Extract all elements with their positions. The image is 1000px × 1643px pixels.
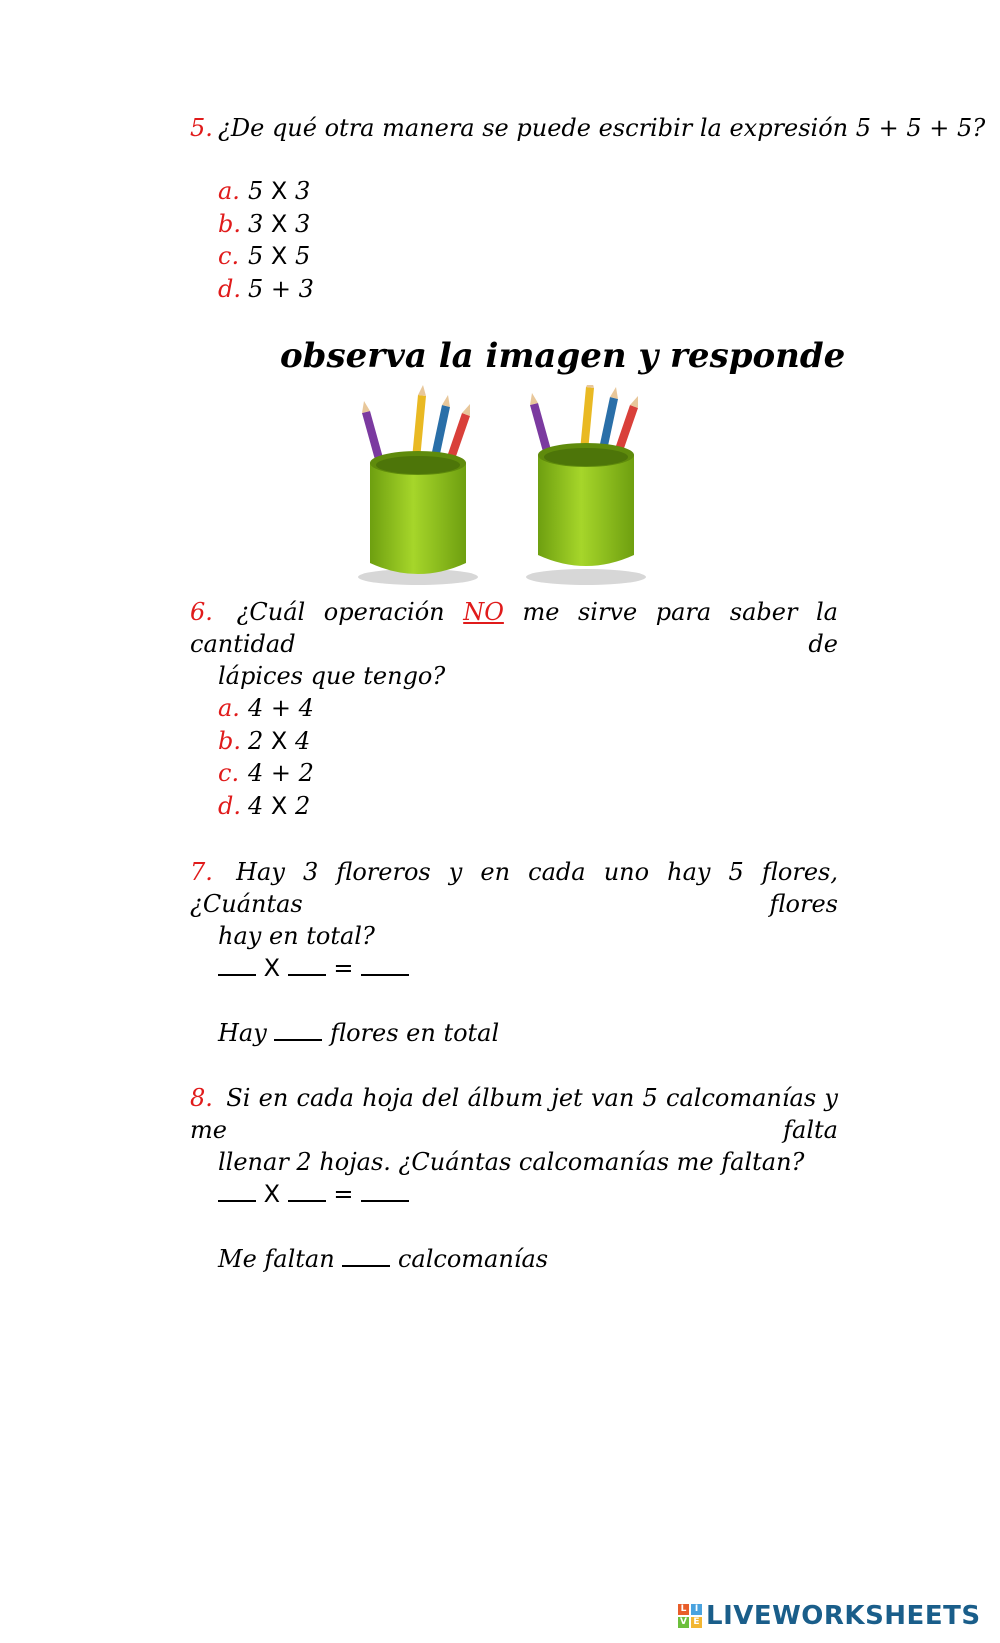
liveworksheets-logo[interactable] — [678, 1598, 981, 1634]
blank-product[interactable] — [361, 952, 409, 976]
question-text-line1 — [190, 596, 838, 660]
question-text-line1 — [190, 1082, 838, 1146]
blank-factor-2[interactable] — [288, 1178, 326, 1202]
times-sign: X — [263, 954, 281, 982]
question-text-part: Hay 3 floreros y en cada uno hay 5 flores, ¿Cuántas flores — [190, 858, 838, 918]
section-heading: observa la imagen y responde — [280, 336, 846, 376]
operand: 4 — [248, 694, 264, 722]
option-c[interactable] — [218, 240, 314, 273]
option-letter: b. — [218, 209, 241, 238]
operand: 2 — [295, 791, 311, 820]
answer-text: Me faltan — [218, 1245, 335, 1273]
operand: 3 — [295, 177, 311, 205]
option-a[interactable] — [218, 175, 314, 208]
operand: 3 — [295, 209, 311, 238]
operand: 3 — [298, 274, 314, 303]
option-letter: b. — [218, 726, 241, 755]
option-letter: a. — [218, 694, 240, 722]
operand: 4 — [248, 791, 264, 820]
option-d[interactable] — [218, 273, 314, 306]
question-text-part: ¿Cuál operación — [236, 598, 445, 626]
operator: X — [270, 177, 288, 205]
operand: 5 — [295, 242, 311, 270]
operator: X — [270, 791, 288, 820]
operand: 5 — [248, 274, 264, 303]
operand: 4 — [248, 759, 264, 787]
question-text-line2: lápices que tengo? — [218, 662, 446, 690]
option-letter: c. — [218, 759, 240, 787]
equals-sign: = — [333, 954, 354, 982]
question-7 — [190, 856, 838, 952]
question-text-line2: llenar 2 hojas. ¿Cuántas calcomanías me faltan? — [218, 1148, 805, 1176]
option-c[interactable] — [218, 757, 314, 790]
q8-answer-sentence — [218, 1243, 548, 1275]
equals-sign: = — [333, 1180, 354, 1208]
blank-factor-2[interactable] — [288, 952, 326, 976]
question-text-part: Si en cada hoja del álbum jet van 5 calcomanías y me falta — [190, 1084, 838, 1144]
operator: X — [270, 242, 288, 270]
question-6-options — [218, 692, 314, 822]
operand: 5 — [248, 242, 264, 270]
logo-letter: I — [691, 1604, 702, 1615]
times-sign: X — [263, 1180, 281, 1208]
operand: 4 — [295, 726, 311, 755]
pencil-cup-left — [358, 385, 478, 585]
option-d[interactable] — [218, 790, 314, 823]
option-b[interactable] — [218, 725, 314, 758]
question-8 — [190, 1082, 838, 1178]
blank-answer[interactable] — [342, 1243, 390, 1267]
operator: X — [270, 209, 288, 238]
pencil-cups-image — [350, 385, 670, 595]
question-text-line2: hay en total? — [218, 922, 375, 950]
operator: + — [270, 694, 292, 722]
operand: 2 — [298, 759, 314, 787]
question-number: 5. — [190, 114, 213, 142]
answer-text: flores en total — [330, 1019, 500, 1047]
option-letter: d. — [218, 791, 241, 820]
operand: 3 — [248, 209, 264, 238]
logo-letter: L — [678, 1604, 689, 1615]
question-number: 6. — [190, 598, 213, 626]
question-text: ¿De qué otra manera se puede escribir la expresión 5 + 5 + 5? — [218, 114, 986, 142]
operator: + — [270, 274, 292, 303]
operand: 4 — [298, 694, 314, 722]
brand-name: LIVEWORKSHEETS — [706, 1601, 981, 1631]
q8-equation — [218, 1178, 409, 1210]
question-6 — [190, 596, 838, 692]
option-letter: a. — [218, 177, 240, 205]
logo-letter: V — [678, 1617, 689, 1628]
operand: 2 — [248, 726, 264, 755]
operator: + — [270, 759, 292, 787]
question-text-line1 — [190, 856, 838, 920]
question-number: 8. — [190, 1084, 213, 1112]
answer-text: calcomanías — [397, 1245, 549, 1273]
option-b[interactable] — [218, 208, 314, 241]
q7-equation — [218, 952, 409, 984]
question-5-options — [218, 175, 314, 305]
q7-answer-sentence — [218, 1017, 499, 1049]
pencil-cup-right — [526, 385, 646, 585]
blank-factor-1[interactable] — [218, 1178, 256, 1202]
operator: X — [270, 726, 288, 755]
option-letter: d. — [218, 274, 241, 303]
option-letter: c. — [218, 242, 240, 270]
option-a[interactable] — [218, 692, 314, 725]
blank-answer[interactable] — [274, 1017, 322, 1041]
question-5 — [190, 112, 985, 144]
question-text-part: me sirve para saber la cantidad de — [190, 598, 838, 658]
emphasis-no: NO — [463, 598, 504, 626]
logo-mark-icon — [678, 1604, 702, 1628]
blank-product[interactable] — [361, 1178, 409, 1202]
operand: 5 — [248, 177, 264, 205]
logo-letter: E — [691, 1617, 702, 1628]
blank-factor-1[interactable] — [218, 952, 256, 976]
answer-text: Hay — [218, 1019, 267, 1047]
question-number: 7. — [190, 858, 213, 886]
